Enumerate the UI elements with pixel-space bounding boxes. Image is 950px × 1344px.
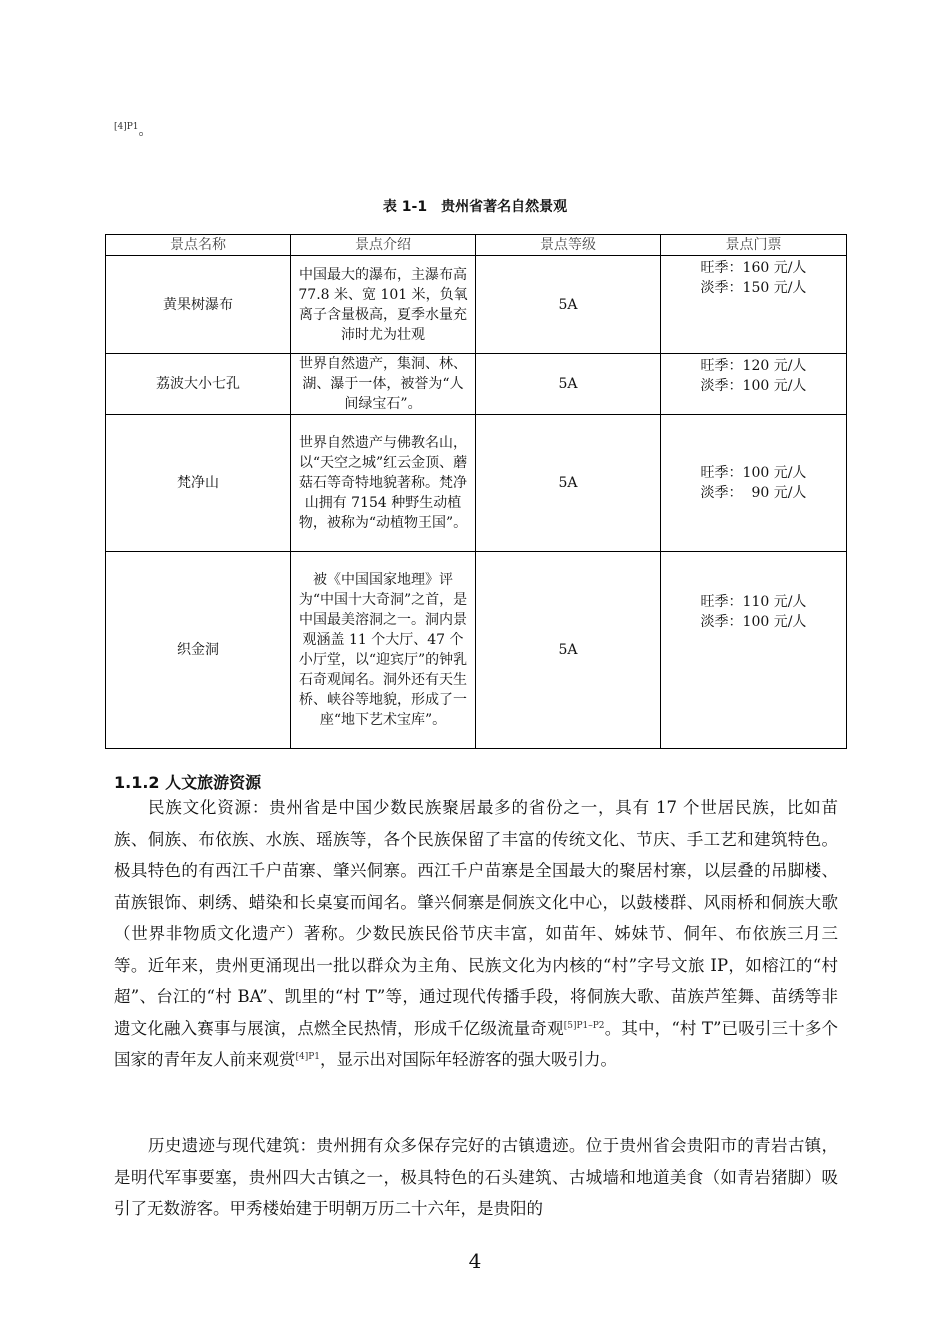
header-ticket: 景点门票 [661,235,847,256]
spot-ticket [661,354,847,415]
spot-name: 梵净山 [106,415,291,552]
table-caption-title: 贵州省著名自然景观 [441,199,568,215]
peak-price: 旺季：120 元/人 [700,358,807,374]
spot-ticket [661,552,847,749]
scenic-spots-table [105,234,847,749]
spot-intro: 被《中国国家地理》评为“中国十大奇洞”之首，是中国最美溶洞之一。洞内景观涵盖 11 个大厅、47 个小厅堂，以“迎宾厅”的钟乳石奇观闻名。洞外还有天生桥、峡谷等地貌，形成了一座“地下艺术宝库”。 [291,552,476,749]
page-number: 4 [468,1249,482,1273]
paragraph-text-end: ，显示出对国际年轻游客的强大吸引力。 [320,1050,618,1069]
table-caption-number: 表 1-1 [382,199,428,215]
paragraph-text-middle: 。其中，“村 T”已吸引三十多个国家的青年友人前来观赏 [114,1018,838,1069]
spot-intro: 世界自然遗产与佛教名山，以“天空之城”红云金顶、蘑菇石等奇特地貌著称。梵净山拥有 7154 种野生动植物，被称为“动植物王国”。 [291,415,476,552]
table-caption [0,196,950,216]
previous-text-fragment [114,120,153,140]
spot-ticket [661,415,847,552]
table-row [106,552,847,749]
table-row [106,415,847,552]
peak-price: 旺季：160 元/人 [700,260,807,276]
header-intro: 景点介绍 [291,235,476,256]
table-row [106,256,847,354]
spot-name: 织金洞 [106,552,291,749]
off-price: 淡季：150 元/人 [700,280,807,296]
spot-intro: 世界自然遗产，集洞、林、湖、瀑于一体，被誉为“人间绿宝石”。 [291,354,476,415]
spot-name: 黄果树瀑布 [106,256,291,354]
peak-price: 旺季：100 元/人 [700,465,807,481]
paragraph-historic-sites: 历史遗迹与现代建筑：贵州拥有众多保存完好的古镇遗迹。位于贵州省会贵阳市的青岩古镇，是明代军事要塞，贵州四大古镇之一，极具特色的石头建筑、古城墙和地道美食（如青岩猪脚）吸引了无数游客。甲秀楼始建于明朝万历二十六年，是贵阳的 [114,1136,838,1218]
header-name: 景点名称 [106,235,291,256]
off-price: 淡季：100 元/人 [700,614,807,630]
spot-name: 荔波大小七孔 [106,354,291,415]
spot-level: 5A [476,354,661,415]
table-row [106,354,847,415]
paragraph-text: 民族文化资源：贵州省是中国少数民族聚居最多的省份之一，具有 17 个世居民族，比如苗族、侗族、布依族、水族、瑶族等，各个民族保留了丰富的传统文化、节庆、手工艺和建筑特色。极具特色的有西江千户苗寨、肇兴侗寨。西江千户苗寨是全国最大的聚居村寨，以层叠的吊脚楼、苗族银饰、刺绣、蜡染和长桌宴而闻名。肇兴侗寨是侗族文化中心，以鼓楼群、风雨桥和侗族大歌（世界非物质文化遗产）著称。少数民族民俗节庆丰富，如苗年、姊妹节、侗年、布依族三月三等。近年来，贵州更涌现出一批以群众为主角、民族文化为内核的“村”字号文旅 IP，如榕江的“村超”、台江的“村 BA”、凯里的“村 T”等，通过现代传播手段，将侗族大歌、苗族芦笙舞、苗绣等非遗文化融入赛事与展演，点燃全民热情，形成千亿级流量奇观 [114,798,838,1038]
off-price: 淡季：100 元/人 [700,378,807,394]
citation-ref: [4]P1 [114,122,139,132]
spot-ticket [661,256,847,354]
citation-ref: [5]P1–P2 [563,1020,605,1031]
spot-intro: 中国最大的瀑布，主瀑布高 77.8 米、宽 101 米，负氧离子含量极高，夏季水量充沛时尤为壮观 [291,256,476,354]
paragraph-ethnic-culture [114,792,838,1076]
off-price: 淡季： 90 元/人 [700,485,807,501]
spot-level: 5A [476,552,661,749]
spot-level: 5A [476,256,661,354]
table-header-row [106,235,847,256]
section-heading: 1.1.2 人文旅游资源 [114,773,262,792]
spot-level: 5A [476,415,661,552]
peak-price: 旺季：110 元/人 [700,594,807,610]
header-level: 景点等级 [476,235,661,256]
citation-ref: [4]P1 [295,1052,321,1062]
fragment-punct: 。 [138,123,153,139]
